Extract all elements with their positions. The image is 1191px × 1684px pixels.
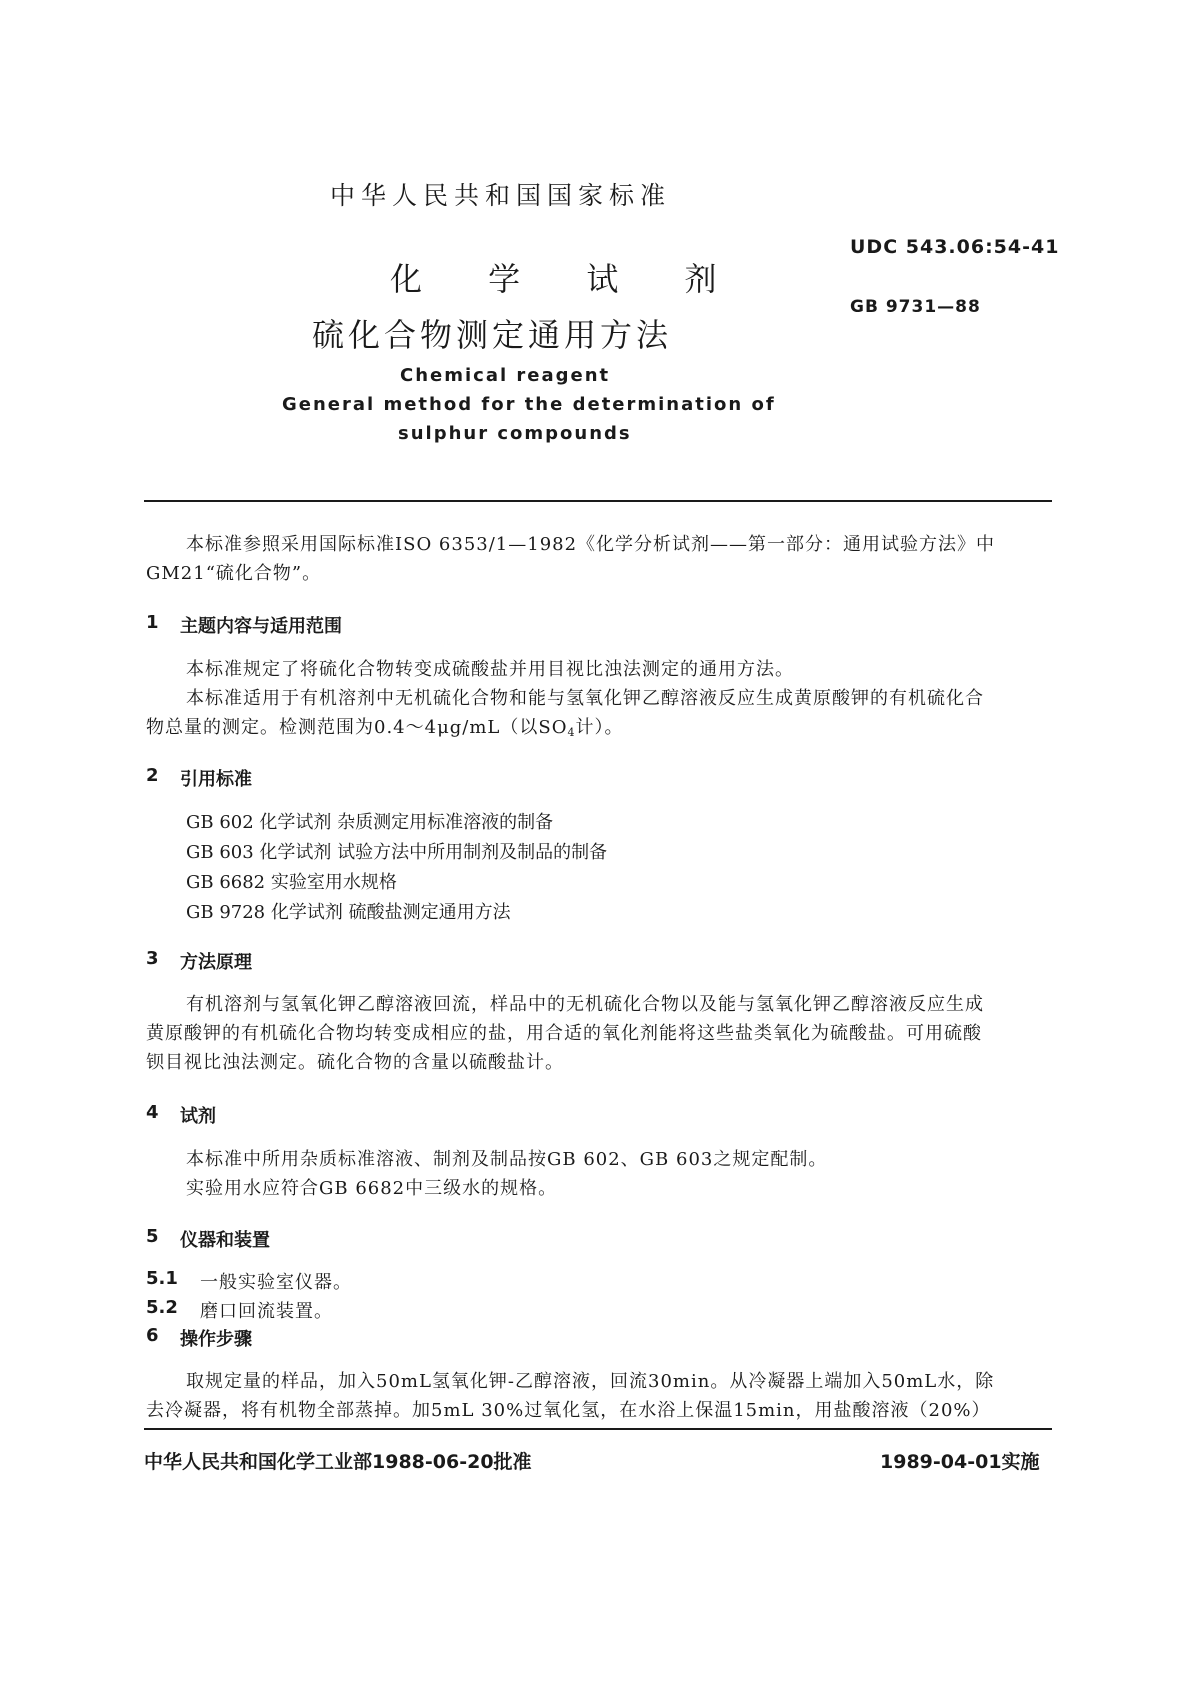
national-standard-heading: 中华人民共和国国家标准	[330, 181, 672, 210]
bottom-divider	[144, 1428, 1052, 1430]
section-2-number: 2	[146, 765, 159, 786]
english-title-line-3: sulphur compounds	[398, 423, 632, 444]
item-5-2-number: 5.2	[146, 1297, 178, 1318]
section-1-subscript: 4	[567, 726, 576, 739]
section-1-para-1: 本标准规定了将硫化合物转变成硫酸盐并用目视比浊法测定的通用方法。	[186, 659, 794, 680]
section-1-para-2b	[146, 713, 623, 739]
section-1-title: 主题内容与适用范围	[180, 616, 342, 637]
section-6-title: 操作步骤	[180, 1329, 252, 1350]
document-subtitle: 硫化合物测定通用方法	[312, 316, 673, 354]
reference-item: GB 9728 化学试剂 硫酸盐测定通用方法	[186, 902, 511, 923]
section-6-line-2: 去冷凝器，将有机物全部蒸掉。加5mL 30%过氧化氢，在水浴上保温15min，用盐酸溶液（20%）	[146, 1400, 991, 1421]
section-1-para-2b-pre: 物总量的测定。检测范围为0.4～4μg/mL（以SO	[146, 717, 568, 738]
intro-line-1: 本标准参照采用国际标准ISO 6353/1—1982《化学分析试剂——第一部分：通用试验方法》中	[186, 534, 996, 555]
udc-code: UDC 543.06:54-41	[850, 236, 1060, 258]
reference-item: GB 6682 实验室用水规格	[186, 872, 397, 893]
section-6-number: 6	[146, 1325, 159, 1346]
item-5-1-number: 5.1	[146, 1268, 178, 1289]
section-4-line-2: 实验用水应符合GB 6682中三级水的规格。	[186, 1178, 558, 1199]
top-divider	[144, 500, 1052, 502]
section-3-line-1: 有机溶剂与氢氧化钾乙醇溶液回流，样品中的无机硫化合物以及能与氢氧化钾乙醇溶液反应生成	[186, 994, 984, 1015]
section-4-line-1: 本标准中所用杂质标准溶液、制剂及制品按GB 602、GB 603之规定配制。	[186, 1149, 828, 1170]
item-5-1-text: 一般实验室仪器。	[200, 1272, 352, 1293]
section-1-para-2b-post: 计）。	[575, 717, 624, 738]
standard-number: GB 9731—88	[850, 297, 981, 317]
section-3-line-3: 钡目视比浊法测定。硫化合物的含量以硫酸盐计。	[146, 1052, 564, 1073]
section-1-para-2a: 本标准适用于有机溶剂中无机硫化合物和能与氢氧化钾乙醇溶液反应生成黄原酸钾的有机硫化合	[186, 688, 984, 709]
section-4-number: 4	[146, 1102, 159, 1123]
reference-item: GB 602 化学试剂 杂质测定用标准溶液的制备	[186, 812, 554, 833]
approval-line: 中华人民共和国化学工业部1988-06-20批准	[144, 1451, 532, 1473]
section-3-line-2: 黄原酸钾的有机硫化合物均转变成相应的盐，用合适的氧化剂能将这些盐类氧化为硫酸盐。可用硫酸	[146, 1023, 982, 1044]
english-title-line-2: General method for the determination of	[282, 394, 776, 415]
intro-line-2: GM21“硫化合物”。	[146, 563, 322, 584]
reference-item: GB 603 化学试剂 试验方法中所用制剂及制品的制备	[186, 842, 608, 863]
section-4-title: 试剂	[180, 1106, 216, 1127]
section-5-number: 5	[146, 1226, 159, 1247]
item-5-2-text: 磨口回流装置。	[200, 1301, 333, 1322]
section-6-line-1: 取规定量的样品，加入50mL氢氧化钾-乙醇溶液，回流30min。从冷凝器上端加入50mL水，除	[186, 1371, 995, 1392]
section-2-title: 引用标准	[180, 769, 252, 790]
document-title: 化 学 试 剂	[390, 260, 745, 298]
section-5-title: 仪器和装置	[180, 1230, 270, 1251]
implementation-date: 1989-04-01实施	[880, 1451, 1040, 1473]
english-title-line-1: Chemical reagent	[400, 365, 611, 386]
section-3-title: 方法原理	[180, 952, 252, 973]
section-1-number: 1	[146, 612, 159, 633]
section-3-number: 3	[146, 948, 159, 969]
